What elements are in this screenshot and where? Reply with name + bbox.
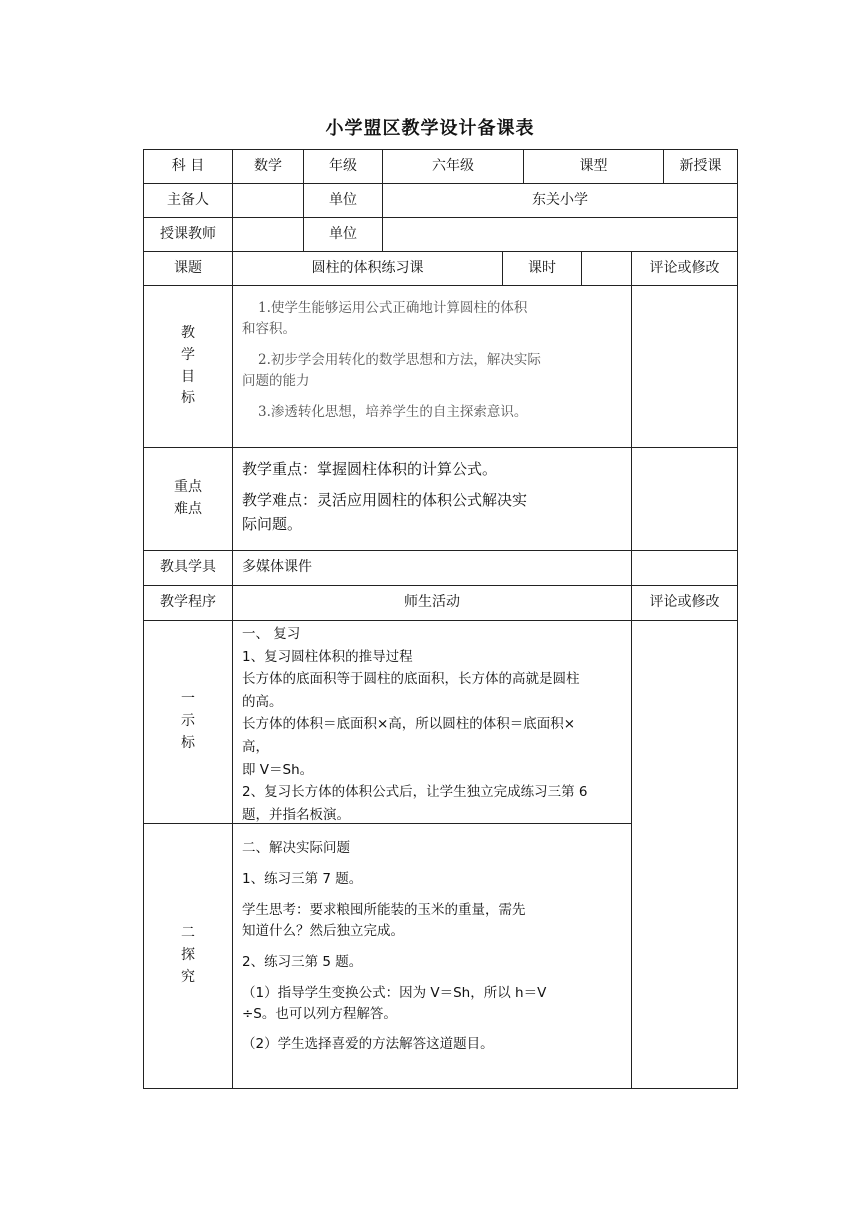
step2-label-char: 二 xyxy=(181,925,195,942)
step1-line: 高， xyxy=(242,738,269,755)
teacher-label: 授课教师 xyxy=(143,217,233,252)
step1-label xyxy=(143,620,233,824)
keypoint-line: 教学难点：灵活应用圆柱的体积公式解决实 xyxy=(242,491,528,510)
objective-line: 和容积。 xyxy=(242,320,296,337)
activity-label: 师生活动 xyxy=(232,585,632,621)
step1-label-char: 示 xyxy=(181,713,195,730)
step2-label-char: 探 xyxy=(181,947,195,964)
teacher-unit-value[interactable] xyxy=(382,217,738,252)
step2-line: 学生思考：要求粮囤所能装的玉米的重量，需先 xyxy=(242,901,526,918)
subject-value: 数学 xyxy=(232,149,304,184)
hours-value[interactable] xyxy=(581,251,632,286)
keypoint-line: 际问题。 xyxy=(242,514,303,533)
topic-value: 圆柱的体积练习课 xyxy=(232,251,503,286)
hours-label: 课时 xyxy=(502,251,582,286)
type-label: 课型 xyxy=(523,149,664,184)
keypoints-label xyxy=(143,447,233,551)
grade-label: 年级 xyxy=(303,149,383,184)
step1-line: 的高。 xyxy=(242,693,283,710)
keypoints-label-line: 难点 xyxy=(174,501,202,517)
keypoints-label-line: 重点 xyxy=(174,479,202,496)
lead-value[interactable] xyxy=(232,183,304,218)
keypoints-content xyxy=(232,447,632,551)
grade-value: 六年级 xyxy=(382,149,524,184)
step1-line: 题，并指名板演。 xyxy=(242,806,350,823)
lead-label: 主备人 xyxy=(143,183,233,218)
objectives-label-char: 目 xyxy=(181,368,195,385)
subject-label: 科 目 xyxy=(143,149,233,184)
step1-line: 2、复习长方体的体积公式后，让学生独立完成练习三第 6 xyxy=(242,784,588,801)
objectives-label-char: 教 xyxy=(181,325,195,342)
procedure-label: 教学程序 xyxy=(143,585,233,621)
step2-line: （2）学生选择喜爱的方法解答这道题目。 xyxy=(242,1036,494,1053)
step2-content xyxy=(232,823,632,1089)
step2-line: 1、练习三第 7 题。 xyxy=(242,870,363,887)
step2-line: （1）指导学生变换公式：因为 V＝Sh，所以 h＝V xyxy=(242,984,547,1001)
teacher-value[interactable] xyxy=(232,217,304,252)
step1-content xyxy=(232,620,632,824)
step1-line: 一、 复习 xyxy=(242,626,301,642)
step2-line: 二、解决实际问题 xyxy=(242,840,350,856)
keypoint-line: 教学重点：掌握圆柱体积的计算公式。 xyxy=(242,460,498,478)
keypoints-comment[interactable] xyxy=(631,447,738,551)
steps-comment[interactable] xyxy=(631,620,738,1089)
procedure-comment-label: 评论或修改 xyxy=(631,585,738,621)
step2-line: 知道什么？然后独立完成。 xyxy=(242,922,404,939)
tools-label: 教具学具 xyxy=(143,550,233,586)
tools-value: 多媒体课件 xyxy=(232,550,632,586)
teacher-unit-label: 单位 xyxy=(303,217,383,252)
tools-comment[interactable] xyxy=(631,550,738,586)
step1-label-char: 一 xyxy=(181,691,195,708)
step1-line: 1、复习圆柱体积的推导过程 xyxy=(242,648,413,665)
step2-label-char: 究 xyxy=(181,968,195,985)
lead-unit-label: 单位 xyxy=(303,183,383,218)
step2-label xyxy=(143,823,233,1089)
topic-label: 课题 xyxy=(143,251,233,286)
comment-label: 评论或修改 xyxy=(631,251,738,286)
objective-line: 2.初步学会用转化的数学思想和方法，解决实际 xyxy=(258,351,541,368)
objectives-content xyxy=(232,285,632,448)
step1-line: 即 V＝Sh。 xyxy=(242,761,314,778)
step2-line: ÷S。也可以列方程解答。 xyxy=(242,1005,397,1022)
objectives-comment[interactable] xyxy=(631,285,738,448)
objectives-label xyxy=(143,285,233,448)
objective-line: 1.使学生能够运用公式正确地计算圆柱的体积 xyxy=(258,300,528,316)
type-value: 新授课 xyxy=(663,149,738,184)
step2-line: 2、练习三第 5 题。 xyxy=(242,953,363,970)
objective-line: 3.渗透转化思想，培养学生的自主探索意识。 xyxy=(258,403,528,420)
page-title: 小学盟区教学设计备课表 xyxy=(325,118,535,139)
lead-unit-value: 东关小学 xyxy=(382,183,738,218)
objectives-label-char: 学 xyxy=(181,346,195,363)
objectives-label-char: 标 xyxy=(181,390,195,407)
objective-line: 问题的能力 xyxy=(242,372,310,389)
step1-line: 长方体的底面积等于圆柱的底面积，长方体的高就是圆柱 xyxy=(242,671,580,688)
step1-label-char: 标 xyxy=(181,734,195,751)
step1-line: 长方体的体积＝底面积×高，所以圆柱的体积＝底面积× xyxy=(242,716,576,733)
